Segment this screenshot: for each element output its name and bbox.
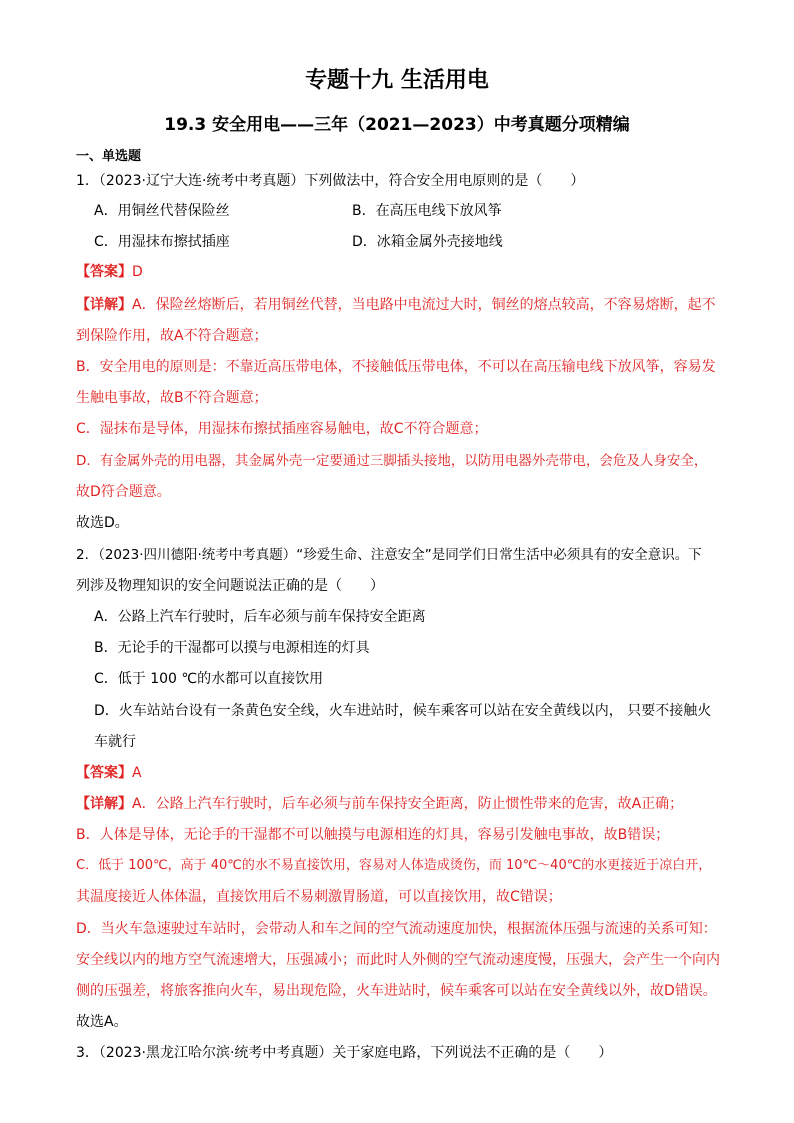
q1-option-b: B．在高压电线下放风筝 xyxy=(352,203,502,219)
q3-stem: 3．（2023·黑龙江哈尔滨·统考中考真题）关于家庭电路，下列说法不正确的是（ ） xyxy=(76,1045,613,1061)
q1-option-c: C．用湿抹布擦拭插座 xyxy=(94,234,230,250)
q2-option-a: A．公路上汽车行驶时，后车必须与前车保持安全距离 xyxy=(94,609,426,625)
q2-conclusion: 故选A。 xyxy=(76,1014,128,1030)
q1-conclusion: 故选D。 xyxy=(76,515,129,531)
q2-detail-line: 其温度接近人体体温，直接饮用后不易刺激胃肠道，可以直接饮用，故C错误； xyxy=(76,889,562,905)
q2-option-d-cont: 车就行 xyxy=(94,734,136,750)
q1-detail-line: 生触电事故，故B不符合题意； xyxy=(76,390,268,406)
section-heading: 一、单选题 xyxy=(76,149,142,164)
q1-detail-line: B．安全用电的原则是：不靠近高压带电体，不接触低压带电体，不可以在高压输电线下放风筝，容易发 xyxy=(76,359,716,375)
answer-value: D xyxy=(132,264,143,280)
q2-detail-line: B．人体是导体，无论手的干湿都不可以触摸与电源相连的灯具，容易引发触电事故，故B错误； xyxy=(76,827,670,843)
answer-label: 【答案】 xyxy=(76,264,132,280)
q2-answer xyxy=(76,763,142,783)
detail-label: 【详解】 xyxy=(76,297,132,313)
q1-detail-line: 到保险作用，故A不符合题意； xyxy=(76,328,268,344)
q2-stem-line: 2．（2023·四川德阳·统考中考真题）“珍爱生命、注意安全”是同学们日常生活中必须具有的安全意识。下 xyxy=(76,547,702,563)
q2-stem-line: 列涉及物理知识的安全问题说法正确的是（ ） xyxy=(76,578,384,594)
detail-label: 【详解】 xyxy=(76,796,132,812)
q1-option-a: A．用铜丝代替保险丝 xyxy=(94,203,230,219)
page-subtitle: 19.3 安全用电——三年（2021—2023）中考真题分项精编 xyxy=(164,115,630,135)
q1-option-d: D．冰箱金属外壳接地线 xyxy=(352,234,503,250)
page-title: 专题十九 生活用电 xyxy=(305,68,489,93)
q1-detail-line: 故D符合题意。 xyxy=(76,484,171,500)
q2-detail-line: D．当火车急速驶过车站时，会带动人和车之间的空气流动速度加快，根据流体压强与流速的关系可知： xyxy=(76,921,717,937)
q1-answer xyxy=(76,262,143,282)
q2-option-c: C．低于 100 ℃的水都可以直接饮用 xyxy=(94,671,324,687)
q2-detail-line: 【详解】A．公路上汽车行驶时，后车必须与前车保持安全距离，防止惯性带来的危害，故A正确； xyxy=(76,796,684,812)
answer-label: 【答案】 xyxy=(76,765,132,781)
q2-option-b: B．无论手的干湿都可以摸与电源相连的灯具 xyxy=(94,640,370,656)
q2-option-d: D．火车站站台设有一条黄色安全线，火车进站时，候车乘客可以站在安全黄线以内， 只要不接触火 xyxy=(94,703,712,719)
answer-value: A xyxy=(132,765,142,781)
q2-detail-line: 安全线以内的地方空气流速增大，压强减小；而此时人外侧的空气流动速度慢，压强大，会产生一个向内 xyxy=(76,952,720,968)
q1-stem: 1．（2023·辽宁大连·统考中考真题）下列做法中，符合安全用电原则的是（ ） xyxy=(76,173,585,189)
q1-detail-line: D．有金属外壳的用电器，其金属外壳一定要通过三脚插头接地，以防用电器外壳带电，会危及人身安全， xyxy=(76,453,708,469)
q2-detail-line: 侧的压强差，将旅客推向火车，易出现危险，火车进站时，候车乘客可以站在安全黄线以外，故D错误。 xyxy=(76,983,717,999)
q1-detail-line: C．湿抹布是导体，用湿抹布擦拭插座容易触电，故C不符合题意； xyxy=(76,421,488,437)
q2-detail-line: C．低于 100℃，高于 40℃的水不易直接饮用，容易对人体造成烫伤，而 10℃～40℃的水更接近于凉白开， xyxy=(76,858,712,873)
q1-detail-line: 【详解】A．保险丝熔断后，若用铜丝代替，当电路中电流过大时，铜丝的熔点较高，不容易熔断，起不 xyxy=(76,297,716,313)
